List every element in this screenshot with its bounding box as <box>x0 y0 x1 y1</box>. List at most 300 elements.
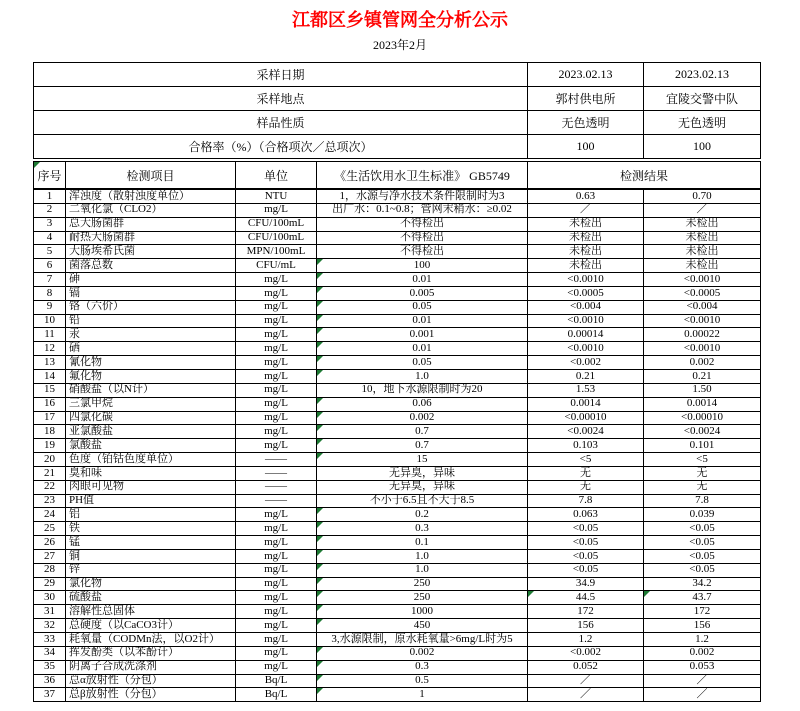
cell-unit: mg/L <box>236 342 317 356</box>
cell-no: 23 <box>34 494 66 508</box>
tables-container <box>33 62 761 702</box>
cell-item: 锰 <box>66 536 236 550</box>
cell-no: 17 <box>34 411 66 425</box>
cell-standard: 0.06 <box>317 397 528 411</box>
error-marker-icon <box>317 578 323 584</box>
cell-no: 27 <box>34 549 66 563</box>
cell-standard: 1 <box>317 688 528 702</box>
table-row <box>34 231 761 245</box>
cell-result: 1.53 <box>528 383 644 397</box>
cell-result: 0.002 <box>644 646 761 660</box>
cell-standard: 250 <box>317 591 528 605</box>
error-marker-icon <box>317 522 323 528</box>
table-row <box>34 273 761 287</box>
cell-unit: mg/L <box>236 563 317 577</box>
cell-item: 硫酸盐 <box>66 591 236 605</box>
cell-result: 未检出 <box>528 217 644 231</box>
cell-result: 无 <box>644 466 761 480</box>
cell-standard: 15 <box>317 453 528 467</box>
cell-result: 0.00022 <box>644 328 761 342</box>
table-row <box>34 563 761 577</box>
cell-unit: —— <box>236 480 317 494</box>
info-row <box>34 63 761 87</box>
cell-result: <0.00010 <box>644 411 761 425</box>
col-header-no-label: 序号 <box>37 168 62 183</box>
cell-result: <0.00010 <box>528 411 644 425</box>
table-row <box>34 466 761 480</box>
cell-result: <0.05 <box>644 522 761 536</box>
cell-no: 19 <box>34 439 66 453</box>
cell-no: 22 <box>34 480 66 494</box>
table-row <box>34 453 761 467</box>
cell-result: 1.2 <box>528 633 644 647</box>
cell-result: 43.7 <box>644 591 761 605</box>
col-header-no <box>34 162 66 190</box>
cell-item: 硒 <box>66 342 236 356</box>
error-marker-icon <box>317 328 323 334</box>
cell-item: 铝 <box>66 508 236 522</box>
cell-result: 0.039 <box>644 508 761 522</box>
cell-result: <0.0010 <box>528 273 644 287</box>
col-header-unit: 单位 <box>236 162 317 190</box>
cell-no: 5 <box>34 245 66 259</box>
table-row <box>34 383 761 397</box>
cell-result: 1.2 <box>644 633 761 647</box>
cell-result: <0.0010 <box>644 273 761 287</box>
table-row <box>34 314 761 328</box>
cell-result: 未检出 <box>644 231 761 245</box>
cell-result: ／ <box>528 203 644 217</box>
cell-unit: Bq/L <box>236 688 317 702</box>
table-row <box>34 549 761 563</box>
cell-no: 26 <box>34 536 66 550</box>
cell-result: 未检出 <box>528 245 644 259</box>
error-marker-icon <box>317 647 323 653</box>
cell-item: 亚氯酸盐 <box>66 425 236 439</box>
info-label: 采样地点 <box>34 87 528 111</box>
cell-result: <0.004 <box>644 300 761 314</box>
table-row <box>34 660 761 674</box>
cell-no: 10 <box>34 314 66 328</box>
error-marker-icon <box>317 605 323 611</box>
cell-standard: 0.1 <box>317 536 528 550</box>
cell-no: 15 <box>34 383 66 397</box>
cell-no: 21 <box>34 466 66 480</box>
cell-result: 未检出 <box>528 231 644 245</box>
cell-item: 溶解性总固体 <box>66 605 236 619</box>
cell-result: <0.0010 <box>644 314 761 328</box>
page-title: 江都区乡镇管网全分析公示 <box>292 10 508 30</box>
table-row <box>34 245 761 259</box>
cell-unit: CFU/100mL <box>236 231 317 245</box>
col-header-item: 检测项目 <box>66 162 236 190</box>
cell-no: 28 <box>34 563 66 577</box>
cell-result: <0.0010 <box>528 314 644 328</box>
cell-result: 0.103 <box>528 439 644 453</box>
info-value: 无色透明 <box>644 111 761 135</box>
table-row <box>34 259 761 273</box>
cell-result: <0.05 <box>644 536 761 550</box>
error-marker-icon <box>317 287 323 293</box>
cell-unit: mg/L <box>236 425 317 439</box>
cell-no: 18 <box>34 425 66 439</box>
cell-unit: mg/L <box>236 273 317 287</box>
cell-standard: 1.0 <box>317 563 528 577</box>
cell-result: 172 <box>644 605 761 619</box>
cell-result: 未检出 <box>644 217 761 231</box>
cell-standard: 0.01 <box>317 273 528 287</box>
cell-item: 氯化物 <box>66 577 236 591</box>
cell-no: 36 <box>34 674 66 688</box>
cell-standard: 不得检出 <box>317 217 528 231</box>
cell-standard: 不小于6.5且不大于8.5 <box>317 494 528 508</box>
cell-unit: mg/L <box>236 300 317 314</box>
cell-result: 0.21 <box>644 369 761 383</box>
cell-item: 浑浊度（散射浊度单位） <box>66 189 236 203</box>
info-row <box>34 111 761 135</box>
cell-item: 总大肠菌群 <box>66 217 236 231</box>
cell-no: 11 <box>34 328 66 342</box>
cell-item: 二氧化氯（CLO2） <box>66 203 236 217</box>
cell-result: ／ <box>528 674 644 688</box>
cell-no: 7 <box>34 273 66 287</box>
cell-result: <0.002 <box>528 646 644 660</box>
cell-standard: 0.2 <box>317 508 528 522</box>
cell-result: <5 <box>644 453 761 467</box>
cell-unit: mg/L <box>236 605 317 619</box>
cell-unit: MPN/100mL <box>236 245 317 259</box>
cell-standard: 0.05 <box>317 356 528 370</box>
cell-result: 无 <box>644 480 761 494</box>
cell-result: <0.05 <box>644 549 761 563</box>
cell-standard: 10，地下水源限制时为20 <box>317 383 528 397</box>
cell-standard: 0.3 <box>317 660 528 674</box>
info-value: 2023.02.13 <box>528 63 644 87</box>
cell-standard: 250 <box>317 577 528 591</box>
cell-item: 三氯甲烷 <box>66 397 236 411</box>
cell-no: 35 <box>34 660 66 674</box>
cell-standard: 0.01 <box>317 342 528 356</box>
cell-standard: 0.5 <box>317 674 528 688</box>
cell-standard: 3,水源限制，原水耗氧量>6mg/L时为5 <box>317 633 528 647</box>
cell-result: <0.0005 <box>644 286 761 300</box>
cell-standard: 0.002 <box>317 411 528 425</box>
table-row <box>34 189 761 203</box>
cell-unit: —— <box>236 466 317 480</box>
cell-item: 总硬度（以CaCO3计） <box>66 619 236 633</box>
cell-unit: mg/L <box>236 549 317 563</box>
cell-result: 0.70 <box>644 189 761 203</box>
cell-item: 硝酸盐（以N计） <box>66 383 236 397</box>
cell-result: 34.2 <box>644 577 761 591</box>
table-row <box>34 217 761 231</box>
cell-no: 30 <box>34 591 66 605</box>
error-marker-icon <box>317 564 323 570</box>
error-marker-icon <box>317 439 323 445</box>
page-subtitle: 2023年2月 <box>372 38 427 52</box>
cell-result: <0.0024 <box>528 425 644 439</box>
table-row <box>34 328 761 342</box>
table-row <box>34 369 761 383</box>
cell-no: 1 <box>34 189 66 203</box>
cell-no: 2 <box>34 203 66 217</box>
cell-no: 6 <box>34 259 66 273</box>
cell-no: 4 <box>34 231 66 245</box>
cell-result: <0.002 <box>528 356 644 370</box>
cell-result: 未检出 <box>644 259 761 273</box>
cell-no: 31 <box>34 605 66 619</box>
cell-standard: 0.01 <box>317 314 528 328</box>
info-table <box>33 62 761 159</box>
cell-unit: mg/L <box>236 286 317 300</box>
error-marker-icon <box>317 550 323 556</box>
table-row <box>34 605 761 619</box>
error-marker-icon <box>34 162 40 168</box>
cell-no: 3 <box>34 217 66 231</box>
table-row <box>34 591 761 605</box>
cell-no: 29 <box>34 577 66 591</box>
info-value: 无色透明 <box>528 111 644 135</box>
error-marker-icon <box>528 591 534 597</box>
cell-standard: 0.05 <box>317 300 528 314</box>
cell-standard: 0.005 <box>317 286 528 300</box>
cell-result: 无 <box>528 480 644 494</box>
error-marker-icon <box>317 688 323 694</box>
cell-item: 汞 <box>66 328 236 342</box>
info-label: 合格率（%）（合格项次／总项次） <box>34 135 528 159</box>
cell-result: 156 <box>644 619 761 633</box>
cell-unit: —— <box>236 494 317 508</box>
cell-result: 未检出 <box>644 245 761 259</box>
table-row <box>34 508 761 522</box>
cell-result: 0.002 <box>644 356 761 370</box>
table-row <box>34 577 761 591</box>
cell-item: 镉 <box>66 286 236 300</box>
table-row <box>34 674 761 688</box>
cell-unit: mg/L <box>236 383 317 397</box>
cell-standard: 0.3 <box>317 522 528 536</box>
cell-item: 耗氧量（CODMn法，以O2计） <box>66 633 236 647</box>
info-value: 郭村供电所 <box>528 87 644 111</box>
cell-standard: 无异臭，异味 <box>317 480 528 494</box>
cell-result: <0.0024 <box>644 425 761 439</box>
cell-no: 32 <box>34 619 66 633</box>
error-marker-icon <box>317 273 323 279</box>
cell-no: 14 <box>34 369 66 383</box>
cell-unit: mg/L <box>236 660 317 674</box>
cell-no: 24 <box>34 508 66 522</box>
table-row <box>34 439 761 453</box>
cell-item: 氯酸盐 <box>66 439 236 453</box>
cell-standard: 100 <box>317 259 528 273</box>
cell-item: 总α放射性（分包） <box>66 674 236 688</box>
cell-unit: mg/L <box>236 397 317 411</box>
table-row <box>34 536 761 550</box>
cell-result: 44.5 <box>528 591 644 605</box>
cell-unit: mg/L <box>236 522 317 536</box>
cell-unit: mg/L <box>236 369 317 383</box>
cell-result: 0.0014 <box>528 397 644 411</box>
results-table <box>33 161 761 702</box>
cell-result: 未检出 <box>528 259 644 273</box>
cell-standard: 1，水源与净水技术条件限制时为3 <box>317 189 528 203</box>
info-label: 采样日期 <box>34 63 528 87</box>
table-row <box>34 203 761 217</box>
cell-result: <5 <box>528 453 644 467</box>
cell-unit: mg/L <box>236 536 317 550</box>
cell-unit: mg/L <box>236 356 317 370</box>
error-marker-icon <box>317 370 323 376</box>
info-value: 2023.02.13 <box>644 63 761 87</box>
error-marker-icon <box>317 342 323 348</box>
cell-standard: 无异臭，异味 <box>317 466 528 480</box>
cell-standard: 0.7 <box>317 439 528 453</box>
cell-unit: Bq/L <box>236 674 317 688</box>
cell-unit: mg/L <box>236 646 317 660</box>
cell-result: 0.053 <box>644 660 761 674</box>
table-row <box>34 411 761 425</box>
col-header-standard: 《生活饮用水卫生标准》 GB5749 <box>317 162 528 190</box>
cell-result: 34.9 <box>528 577 644 591</box>
cell-result: 156 <box>528 619 644 633</box>
cell-result: ／ <box>644 674 761 688</box>
cell-unit: CFU/mL <box>236 259 317 273</box>
info-value: 宜陵交警中队 <box>644 87 761 111</box>
cell-result: <0.004 <box>528 300 644 314</box>
cell-unit: CFU/100mL <box>236 217 317 231</box>
cell-standard: 0.001 <box>317 328 528 342</box>
cell-item: 砷 <box>66 273 236 287</box>
cell-result: <0.05 <box>528 536 644 550</box>
cell-unit: mg/L <box>236 328 317 342</box>
cell-result: <0.05 <box>528 522 644 536</box>
cell-result: ／ <box>528 688 644 702</box>
error-marker-icon <box>317 591 323 597</box>
cell-result: 172 <box>528 605 644 619</box>
cell-result: 1.50 <box>644 383 761 397</box>
cell-unit: NTU <box>236 189 317 203</box>
cell-item: 锌 <box>66 563 236 577</box>
cell-item: 肉眼可见物 <box>66 480 236 494</box>
col-header-result: 检测结果 <box>528 162 761 190</box>
table-row <box>34 494 761 508</box>
cell-no: 34 <box>34 646 66 660</box>
cell-result: 0.052 <box>528 660 644 674</box>
info-label: 样品性质 <box>34 111 528 135</box>
cell-standard: 不得检出 <box>317 231 528 245</box>
cell-item: 色度（铂钴色度单位） <box>66 453 236 467</box>
info-row <box>34 135 761 159</box>
cell-item: 总β放射性（分包） <box>66 688 236 702</box>
cell-standard: 1.0 <box>317 549 528 563</box>
error-marker-icon <box>317 453 323 459</box>
table-row <box>34 522 761 536</box>
cell-unit: —— <box>236 453 317 467</box>
cell-item: PH值 <box>66 494 236 508</box>
table-row <box>34 425 761 439</box>
cell-unit: mg/L <box>236 619 317 633</box>
table-row <box>34 480 761 494</box>
info-row <box>34 87 761 111</box>
table-row <box>34 342 761 356</box>
cell-item: 挥发酚类（以苯酚计） <box>66 646 236 660</box>
cell-standard: 0.7 <box>317 425 528 439</box>
cell-result: 无 <box>528 466 644 480</box>
error-marker-icon <box>317 315 323 321</box>
error-marker-icon <box>317 536 323 542</box>
cell-item: 氰化物 <box>66 356 236 370</box>
cell-result: <0.0005 <box>528 286 644 300</box>
cell-no: 37 <box>34 688 66 702</box>
cell-result: <0.05 <box>528 563 644 577</box>
table-row <box>34 646 761 660</box>
table-row <box>34 619 761 633</box>
cell-item: 臭和味 <box>66 466 236 480</box>
cell-result: 0.101 <box>644 439 761 453</box>
cell-unit: mg/L <box>236 591 317 605</box>
error-marker-icon <box>317 301 323 307</box>
cell-standard: 0.002 <box>317 646 528 660</box>
table-row <box>34 397 761 411</box>
cell-no: 12 <box>34 342 66 356</box>
cell-no: 8 <box>34 286 66 300</box>
cell-item: 菌落总数 <box>66 259 236 273</box>
cell-item: 大肠埃希氏菌 <box>66 245 236 259</box>
cell-result: 0.63 <box>528 189 644 203</box>
error-marker-icon <box>317 356 323 362</box>
error-marker-icon <box>317 508 323 514</box>
cell-result: ／ <box>644 203 761 217</box>
error-marker-icon <box>644 591 650 597</box>
cell-result: ／ <box>644 688 761 702</box>
info-value: 100 <box>528 135 644 159</box>
cell-result: 0.21 <box>528 369 644 383</box>
cell-item: 铅 <box>66 314 236 328</box>
error-marker-icon <box>317 412 323 418</box>
cell-result: 7.8 <box>644 494 761 508</box>
header-row <box>34 162 761 190</box>
cell-standard: 450 <box>317 619 528 633</box>
cell-item: 铁 <box>66 522 236 536</box>
cell-item: 耐热大肠菌群 <box>66 231 236 245</box>
cell-result: 0.00014 <box>528 328 644 342</box>
cell-standard: 不得检出 <box>317 245 528 259</box>
cell-item: 铬（六价） <box>66 300 236 314</box>
table-row <box>34 300 761 314</box>
cell-item: 铜 <box>66 549 236 563</box>
cell-standard: 出厂水：0.1~0.8；管网末稍水：≥0.02 <box>317 203 528 217</box>
cell-result: <0.05 <box>528 549 644 563</box>
table-row <box>34 688 761 702</box>
cell-unit: mg/L <box>236 633 317 647</box>
error-marker-icon <box>317 661 323 667</box>
cell-unit: mg/L <box>236 411 317 425</box>
error-marker-icon <box>317 398 323 404</box>
error-marker-icon <box>317 619 323 625</box>
cell-result: 7.8 <box>528 494 644 508</box>
cell-item: 氟化物 <box>66 369 236 383</box>
cell-unit: mg/L <box>236 439 317 453</box>
cell-result: 0.063 <box>528 508 644 522</box>
cell-unit: mg/L <box>236 203 317 217</box>
cell-unit: mg/L <box>236 508 317 522</box>
table-row <box>34 286 761 300</box>
cell-standard: 1.0 <box>317 369 528 383</box>
cell-no: 33 <box>34 633 66 647</box>
cell-no: 25 <box>34 522 66 536</box>
info-value: 100 <box>644 135 761 159</box>
cell-result: <0.05 <box>644 563 761 577</box>
